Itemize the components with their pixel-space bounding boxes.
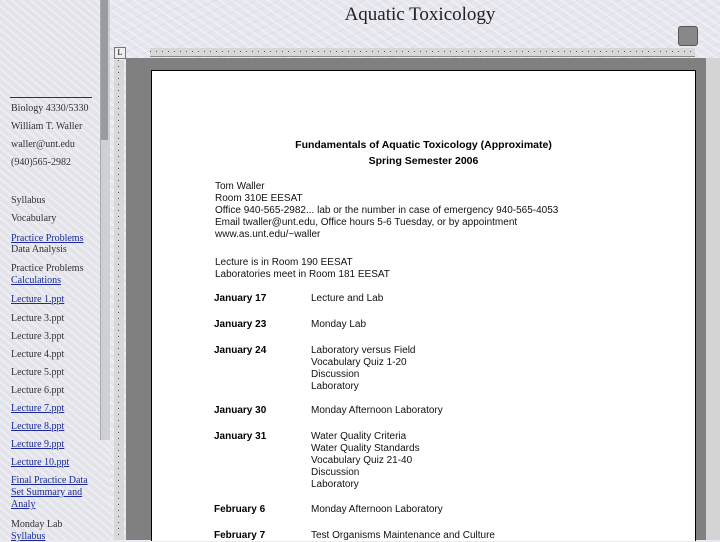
instructor-email[interactable]: waller@unt.edu — [11, 139, 75, 150]
contact-line: www.as.unt.edu/~waller — [215, 229, 321, 240]
schedule-topic: Monday Afternoon Laboratory — [311, 405, 443, 416]
course-number: Biology 4330/5330 — [11, 103, 89, 114]
schedule-topic: Laboratory — [311, 381, 359, 392]
sidebar-link[interactable]: Calculations — [11, 275, 61, 286]
sidebar-link[interactable]: Lecture 10.ppt — [11, 457, 70, 468]
schedule-date: January 31 — [214, 431, 267, 442]
schedule-topic: Test Organisms Maintenance and Culture — [311, 530, 495, 541]
contact-line: Office 940-565-2982... lab or the number in case of emergency 940-565-4053 — [215, 205, 559, 216]
schedule-date: January 17 — [214, 293, 267, 304]
corner-logo-icon[interactable] — [678, 26, 698, 46]
schedule-topic: Monday Lab — [311, 319, 367, 330]
instructor-name: William T. Waller — [11, 121, 83, 132]
lecture-room-line: Lecture is in Room 190 EESAT — [215, 257, 353, 268]
schedule-topic: Lecture and Lab — [311, 293, 384, 304]
document-heading: Fundamentals of Aquatic Toxicology (Approximate) — [295, 139, 552, 151]
page-title: Aquatic Toxicology — [344, 4, 496, 25]
sidebar-link[interactable]: Lecture 7.ppt — [11, 403, 65, 414]
sidebar-scroll-thumb[interactable] — [101, 0, 108, 140]
schedule-date: February 7 — [214, 530, 266, 541]
sidebar-link[interactable]: Set Summary and — [11, 487, 83, 498]
document-subheading: Spring Semester 2006 — [368, 155, 479, 167]
schedule-topic: Discussion — [311, 467, 360, 478]
contact-line: Tom Waller — [215, 181, 265, 192]
schedule-topic: Laboratory versus Field — [311, 345, 416, 356]
sidebar-link[interactable]: Lecture 1.ppt — [11, 294, 65, 305]
document-scrollbar[interactable] — [706, 58, 720, 540]
contact-line: Email twaller@unt.edu, Office hours 5-6 Tuesday, or by appointment — [215, 217, 518, 228]
schedule-date: January 30 — [214, 405, 267, 416]
sidebar-link[interactable]: Lecture 6.ppt — [11, 385, 65, 396]
sidebar-link[interactable]: Lecture 8.ppt — [11, 421, 65, 432]
sidebar-link[interactable]: Practice Problems — [11, 263, 84, 274]
sidebar-divider — [10, 97, 92, 98]
horizontal-ruler[interactable] — [150, 48, 695, 57]
sidebar-link[interactable]: Syllabus — [11, 531, 46, 542]
schedule-topic: Water Quality Standards — [311, 443, 420, 454]
sidebar-link[interactable]: Lecture 4.ppt — [11, 349, 65, 360]
vertical-ruler[interactable] — [114, 60, 124, 540]
sidebar-link[interactable]: Practice Problems — [11, 233, 84, 244]
sidebar-link[interactable]: Final Practice Data — [11, 475, 88, 486]
schedule-topic: Vocabulary Quiz 21-40 — [311, 455, 413, 466]
sidebar-link[interactable]: Lecture 5.ppt — [11, 367, 65, 378]
sidebar-link[interactable]: Vocabulary — [11, 213, 57, 224]
lab-room-line: Laboratories meet in Room 181 EESAT — [215, 269, 390, 280]
document-page[interactable] — [151, 70, 696, 541]
sidebar-link[interactable]: Lecture 3.ppt — [11, 331, 65, 342]
tab-stop-button[interactable]: L — [114, 47, 126, 59]
sidebar-link[interactable]: Data Analysis — [11, 244, 67, 255]
sidebar-link[interactable]: Lecture 3.ppt — [11, 313, 65, 324]
schedule-date: January 24 — [214, 345, 267, 356]
sidebar-link[interactable]: Monday Lab — [11, 519, 63, 530]
schedule-date: January 23 — [214, 319, 267, 330]
schedule-date: February 6 — [214, 504, 266, 515]
instructor-phone: (940)565-2982 — [11, 157, 71, 168]
schedule-topic: Water Quality Criteria — [311, 431, 407, 442]
sidebar-link[interactable]: Lecture 9.ppt — [11, 439, 65, 450]
sidebar-link[interactable]: Analy — [11, 499, 36, 510]
schedule-topic: Vocabulary Quiz 1-20 — [311, 357, 407, 368]
schedule-topic: Discussion — [311, 369, 360, 380]
schedule-topic: Monday Afternoon Laboratory — [311, 504, 443, 515]
contact-line: Room 310E EESAT — [215, 193, 303, 204]
schedule-topic: Laboratory — [311, 479, 359, 490]
sidebar-link[interactable]: Syllabus — [11, 195, 46, 206]
